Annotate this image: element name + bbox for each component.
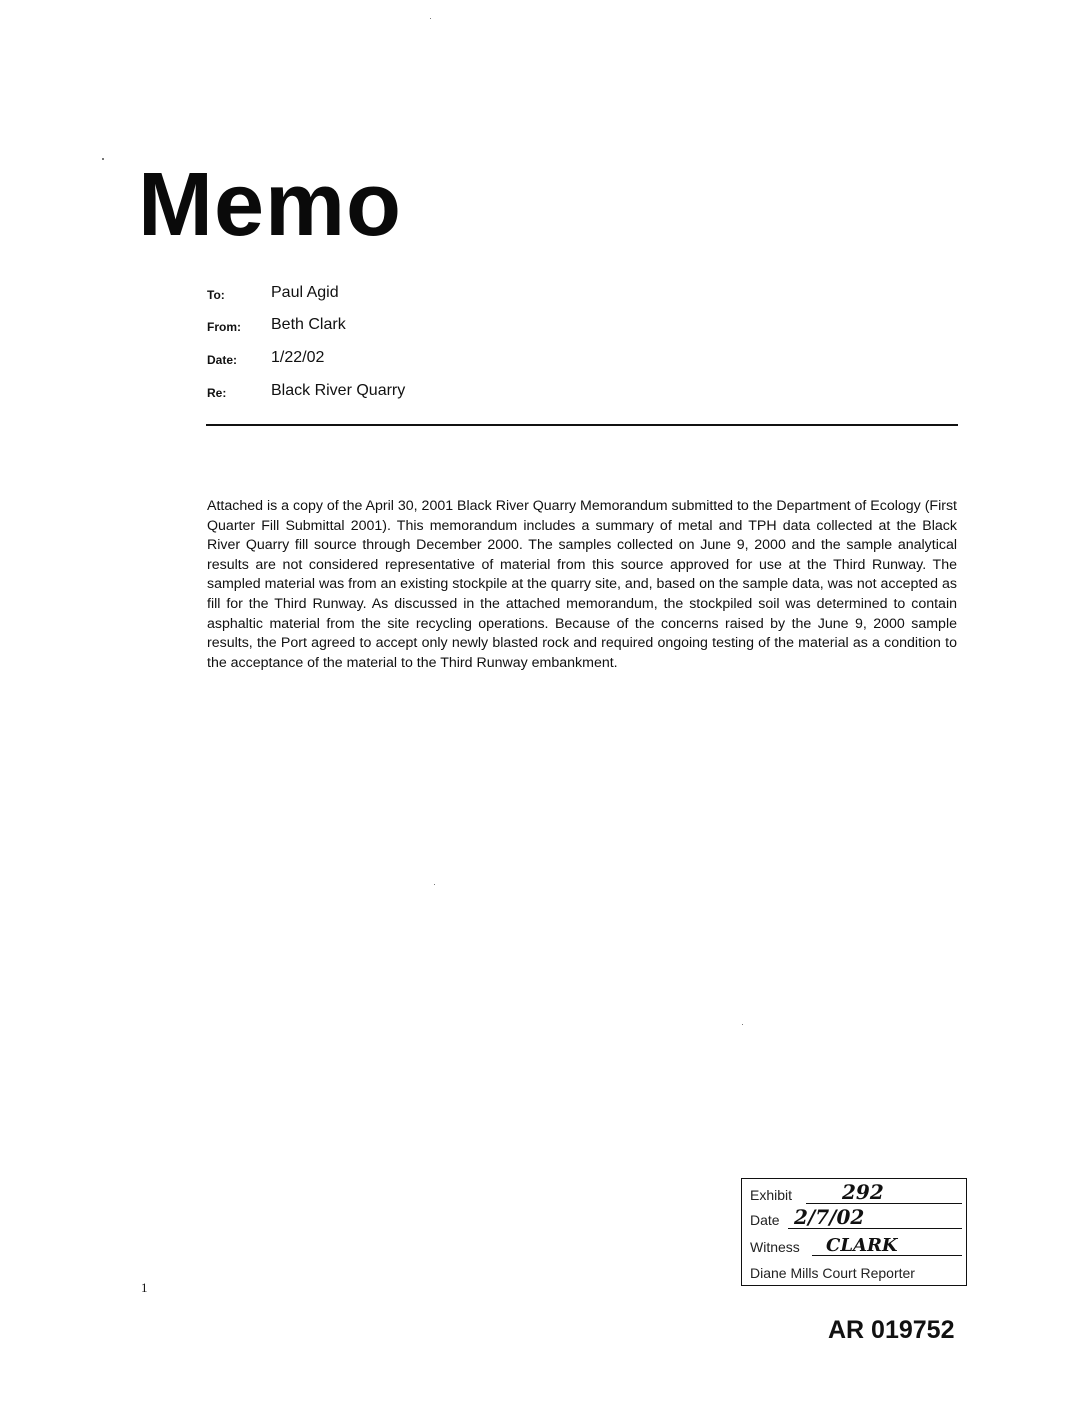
- date-label: Date:: [207, 353, 238, 367]
- to-row: [0, 284, 700, 308]
- date-row: [0, 349, 700, 373]
- memo-body-paragraph: Attached is a copy of the April 30, 2001 Black River Quarry Memorandum submitted to the Department of Ecology (First Quarter Fill Submittal 2001). This memorandum includes a summary of metal and TPH data collected at the Black River Quarry fill source through December 2000. The samples collected on June 9, 2000 and the sample analytical results are not considered representative of material from this source approved for use at the Third Runway. The sampled material was from an existing stockpile at the quarry site, and, based on the sample data, was not accepted as fill for the Third Runway. As discussed in the attached memorandum, the stockpiled soil was determined to contain asphaltic material from the site recycling operations. Because of the concerns raised by the June 9, 2000 sample results, the Port agreed to accept only newly blasted rock and required ongoing testing of the material as a condition to the acceptance of the material to the Third Runway embankment.: [207, 498, 957, 671]
- re-label: Re:: [207, 386, 227, 400]
- re-value: Black River Quarry: [271, 382, 406, 399]
- from-row: [0, 316, 700, 340]
- to-label: To:: [207, 288, 225, 302]
- exhibit-row: [750, 1180, 962, 1205]
- document-id: AR 019752: [828, 1316, 955, 1344]
- witness-handwritten: CLARK: [826, 1235, 898, 1256]
- court-reporter-text: Diane Mills Court Reporter: [750, 1265, 915, 1281]
- scan-speck: [430, 18, 431, 19]
- scan-speck: [102, 158, 104, 160]
- memo-title: Memo: [138, 155, 403, 255]
- exhibit-stamp: [741, 1178, 967, 1286]
- to-value: Paul Agid: [271, 284, 339, 301]
- stamp-date-label: Date: [750, 1212, 780, 1228]
- from-label: From:: [207, 320, 241, 334]
- scan-speck: [742, 1024, 743, 1025]
- witness-label: Witness: [750, 1239, 800, 1255]
- exhibit-number-handwritten: 292: [842, 1180, 884, 1204]
- date-value: 1/22/02: [271, 349, 325, 366]
- header-divider: [206, 424, 958, 426]
- exhibit-label: Exhibit: [750, 1187, 793, 1203]
- re-row: [0, 382, 700, 406]
- stamp-date-row: [750, 1205, 962, 1230]
- from-value: Beth Clark: [271, 316, 346, 333]
- stamp-date-handwritten: 2/7/02: [794, 1205, 865, 1229]
- exhibit-line: [806, 1203, 962, 1204]
- page-mark: 1: [141, 1280, 148, 1295]
- scan-speck: [434, 884, 435, 885]
- witness-row: [750, 1235, 962, 1257]
